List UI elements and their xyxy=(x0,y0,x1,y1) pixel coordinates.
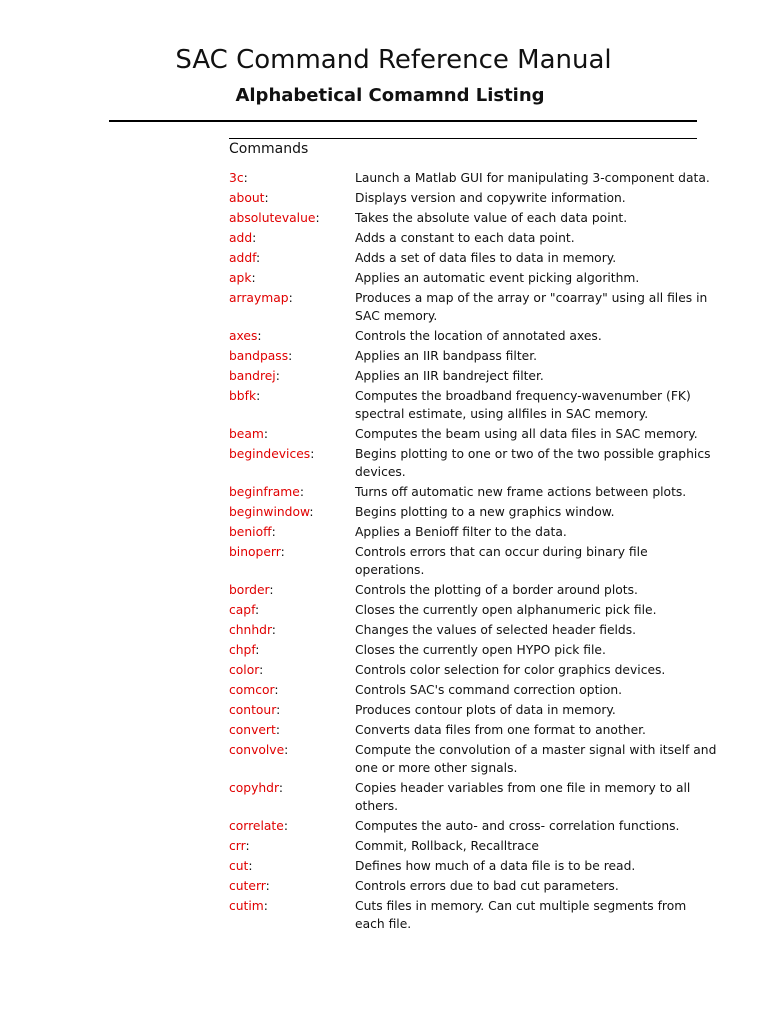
command-name-cell xyxy=(229,503,355,521)
command-name-link[interactable]: bbfk xyxy=(229,389,257,403)
command-name-cell xyxy=(229,817,355,835)
command-row xyxy=(229,425,719,443)
command-row xyxy=(229,721,719,739)
command-list xyxy=(229,169,719,935)
command-row xyxy=(229,661,719,679)
command-name-cell xyxy=(229,425,355,443)
command-name-colon: : xyxy=(264,191,269,205)
command-description: Controls errors due to bad cut parameters. xyxy=(355,879,619,893)
command-description: Controls errors that can occur during binary file operations. xyxy=(355,545,648,577)
command-name-link[interactable]: 3c xyxy=(229,171,244,185)
command-name-colon: : xyxy=(299,485,305,499)
command-row xyxy=(229,877,719,895)
command-name-colon: : xyxy=(252,231,257,245)
command-name-colon: : xyxy=(278,781,283,795)
command-row xyxy=(229,189,719,207)
command-name-link[interactable]: beginframe xyxy=(229,485,300,499)
command-name-cell xyxy=(229,189,355,207)
command-name-colon: : xyxy=(256,251,261,265)
command-name-cell xyxy=(229,661,355,679)
command-name-cell xyxy=(229,681,355,699)
command-name-colon: : xyxy=(243,171,248,185)
command-description: Copies header variables from one file in memory to all others. xyxy=(355,781,691,813)
command-row xyxy=(229,621,719,639)
page-title: SAC Command Reference Manual xyxy=(175,45,612,75)
command-name-cell xyxy=(229,445,355,481)
command-name-colon: : xyxy=(288,349,293,363)
command-description: Changes the values of selected header fields. xyxy=(355,623,637,637)
command-description: Begins plotting to one or two of the two possible graphics devices. xyxy=(355,447,711,479)
command-row xyxy=(229,681,719,699)
command-row xyxy=(229,741,719,777)
command-name-cell xyxy=(229,877,355,895)
command-name-colon: : xyxy=(263,899,268,913)
command-name-colon: : xyxy=(276,703,281,717)
command-name-cell xyxy=(229,641,355,659)
command-name-link[interactable]: color xyxy=(229,663,260,677)
command-name-link[interactable]: absolutevalue xyxy=(229,211,316,225)
command-row xyxy=(229,327,719,345)
command-description: Closes the currently open alphanumeric pick file. xyxy=(355,603,657,617)
command-name-cell xyxy=(229,543,355,579)
command-row xyxy=(229,581,719,599)
command-row xyxy=(229,289,719,325)
command-name-link[interactable]: comcor xyxy=(229,683,275,697)
command-name-link[interactable]: convolve xyxy=(229,743,285,757)
command-row xyxy=(229,897,719,933)
command-description: Adds a set of data files to data in memory. xyxy=(355,251,617,265)
command-row xyxy=(229,387,719,423)
command-name-link[interactable]: capf xyxy=(229,603,255,617)
command-name-cell xyxy=(229,327,355,345)
command-name-link[interactable]: benioff xyxy=(229,525,272,539)
command-name-link[interactable]: correlate xyxy=(229,819,284,833)
command-name-cell xyxy=(229,367,355,385)
command-name-link[interactable]: binoperr xyxy=(229,545,281,559)
command-name-colon: : xyxy=(259,663,264,677)
command-name-cell xyxy=(229,779,355,815)
command-name-link[interactable]: chpf xyxy=(229,643,256,657)
command-description: Computes the auto- and cross- correlation functions. xyxy=(355,819,680,833)
command-name-link[interactable]: beam xyxy=(229,427,264,441)
command-name-link[interactable]: bandpass xyxy=(229,349,289,363)
command-row xyxy=(229,503,719,521)
command-name-colon: : xyxy=(310,447,315,461)
command-description: Begins plotting to a new graphics window. xyxy=(355,505,615,519)
command-description: Closes the currently open HYPO pick file. xyxy=(355,643,606,657)
command-description: Controls color selection for color graphics devices. xyxy=(355,663,666,677)
command-description: Launch a Matlab GUI for manipulating 3-component data. xyxy=(355,171,710,185)
command-description: Compute the convolution of a master signal with itself and one or more other signals. xyxy=(355,743,717,775)
command-name-link[interactable]: chnhdr xyxy=(229,623,272,637)
command-name-cell xyxy=(229,347,355,365)
command-description: Produces a map of the array or "coarray" using all files in SAC memory. xyxy=(355,291,708,323)
command-name-cell xyxy=(229,387,355,423)
command-row xyxy=(229,483,719,501)
command-description: Computes the beam using all data files in SAC memory. xyxy=(355,427,698,441)
command-row xyxy=(229,269,719,287)
command-name-cell xyxy=(229,837,355,855)
command-name-link[interactable]: apk xyxy=(229,271,252,285)
command-row xyxy=(229,249,719,267)
header-divider xyxy=(109,120,697,122)
command-name-link[interactable]: addf xyxy=(229,251,257,265)
command-name-link[interactable]: bandrej xyxy=(229,369,276,383)
command-name-cell xyxy=(229,601,355,619)
command-row xyxy=(229,701,719,719)
command-row xyxy=(229,347,719,365)
command-name-colon: : xyxy=(256,389,261,403)
command-name-cell xyxy=(229,483,355,501)
command-name-link[interactable]: arraymap xyxy=(229,291,289,305)
command-name-cell xyxy=(229,249,355,267)
section-divider xyxy=(229,138,697,139)
command-description: Controls the location of annotated axes. xyxy=(355,329,602,343)
section-heading: Commands xyxy=(229,141,309,157)
command-name-link[interactable]: cutim xyxy=(229,899,264,913)
command-name-colon: : xyxy=(271,623,276,637)
command-name-colon: : xyxy=(280,545,285,559)
command-row xyxy=(229,229,719,247)
command-description: Computes the broadband frequency-wavenumber (FK) spectral estimate, using allfiles in SAC memory. xyxy=(355,389,691,421)
command-name-colon: : xyxy=(245,839,250,853)
command-row xyxy=(229,209,719,227)
command-description: Controls SAC's command correction option. xyxy=(355,683,623,697)
command-row xyxy=(229,543,719,579)
command-name-colon: : xyxy=(269,583,274,597)
command-name-link[interactable]: copyhdr xyxy=(229,781,279,795)
command-description: Adds a constant to each data point. xyxy=(355,231,575,245)
command-description: Takes the absolute value of each data point. xyxy=(355,211,628,225)
command-name-cell xyxy=(229,209,355,227)
command-name-cell xyxy=(229,581,355,599)
command-name-cell xyxy=(229,229,355,247)
command-name-colon: : xyxy=(265,879,270,893)
command-description: Displays version and copywrite information. xyxy=(355,191,626,205)
command-name-cell xyxy=(229,897,355,933)
command-description: Applies an IIR bandreject filter. xyxy=(355,369,544,383)
command-name-link[interactable]: add xyxy=(229,231,253,245)
command-name-link[interactable]: cut xyxy=(229,859,249,873)
command-name-cell xyxy=(229,289,355,325)
command-name-link[interactable]: convert xyxy=(229,723,276,737)
command-name-colon: : xyxy=(284,743,289,757)
command-description: Applies a Benioff filter to the data. xyxy=(355,525,567,539)
command-name-colon: : xyxy=(275,723,280,737)
command-name-colon: : xyxy=(274,683,279,697)
command-description: Defines how much of a data file is to be read. xyxy=(355,859,636,873)
command-name-colon: : xyxy=(271,525,276,539)
page-subtitle: Alphabetical Comamnd Listing xyxy=(235,85,545,106)
command-name-colon: : xyxy=(251,271,256,285)
command-name-cell xyxy=(229,523,355,541)
command-name-cell xyxy=(229,721,355,739)
command-description: Controls the plotting of a border around plots. xyxy=(355,583,638,597)
command-row xyxy=(229,169,719,187)
command-name-colon: : xyxy=(263,427,269,441)
command-name-colon: : xyxy=(255,643,260,657)
command-name-link[interactable]: about xyxy=(229,191,265,205)
command-description: Turns off automatic new frame actions between plots. xyxy=(355,485,687,499)
command-name-colon: : xyxy=(255,603,260,617)
command-name-link[interactable]: begindevices xyxy=(229,447,311,461)
command-name-link[interactable]: contour xyxy=(229,703,277,717)
command-name-link[interactable]: cuterr xyxy=(229,879,266,893)
command-description: Applies an IIR bandpass filter. xyxy=(355,349,538,363)
command-description: Cuts files in memory. Can cut multiple segments from each file. xyxy=(355,899,687,931)
command-description: Applies an automatic event picking algorithm. xyxy=(355,271,640,285)
command-name-colon: : xyxy=(248,859,253,873)
command-row xyxy=(229,641,719,659)
command-row xyxy=(229,857,719,875)
command-name-cell xyxy=(229,741,355,777)
command-description: Commit, Rollback, Recalltrace xyxy=(355,839,539,853)
command-name-cell xyxy=(229,621,355,639)
command-row xyxy=(229,601,719,619)
command-name-link[interactable]: border xyxy=(229,583,270,597)
command-row xyxy=(229,367,719,385)
command-row xyxy=(229,779,719,815)
command-name-link[interactable]: axes xyxy=(229,329,258,343)
command-name-colon: : xyxy=(283,819,288,833)
command-name-link[interactable]: crr xyxy=(229,839,246,853)
command-name-colon: : xyxy=(315,211,320,225)
command-name-colon: : xyxy=(257,329,262,343)
command-name-colon: : xyxy=(288,291,293,305)
command-name-colon: : xyxy=(275,369,280,383)
command-row xyxy=(229,523,719,541)
command-name-cell xyxy=(229,701,355,719)
command-row xyxy=(229,817,719,835)
command-name-cell xyxy=(229,857,355,875)
command-name-cell xyxy=(229,169,355,187)
command-description: Produces contour plots of data in memory. xyxy=(355,703,616,717)
command-name-link[interactable]: beginwindow xyxy=(229,505,310,519)
command-name-cell xyxy=(229,269,355,287)
command-description: Converts data files from one format to another. xyxy=(355,723,646,737)
command-row xyxy=(229,837,719,855)
command-name-colon: : xyxy=(309,505,314,519)
command-row xyxy=(229,445,719,481)
